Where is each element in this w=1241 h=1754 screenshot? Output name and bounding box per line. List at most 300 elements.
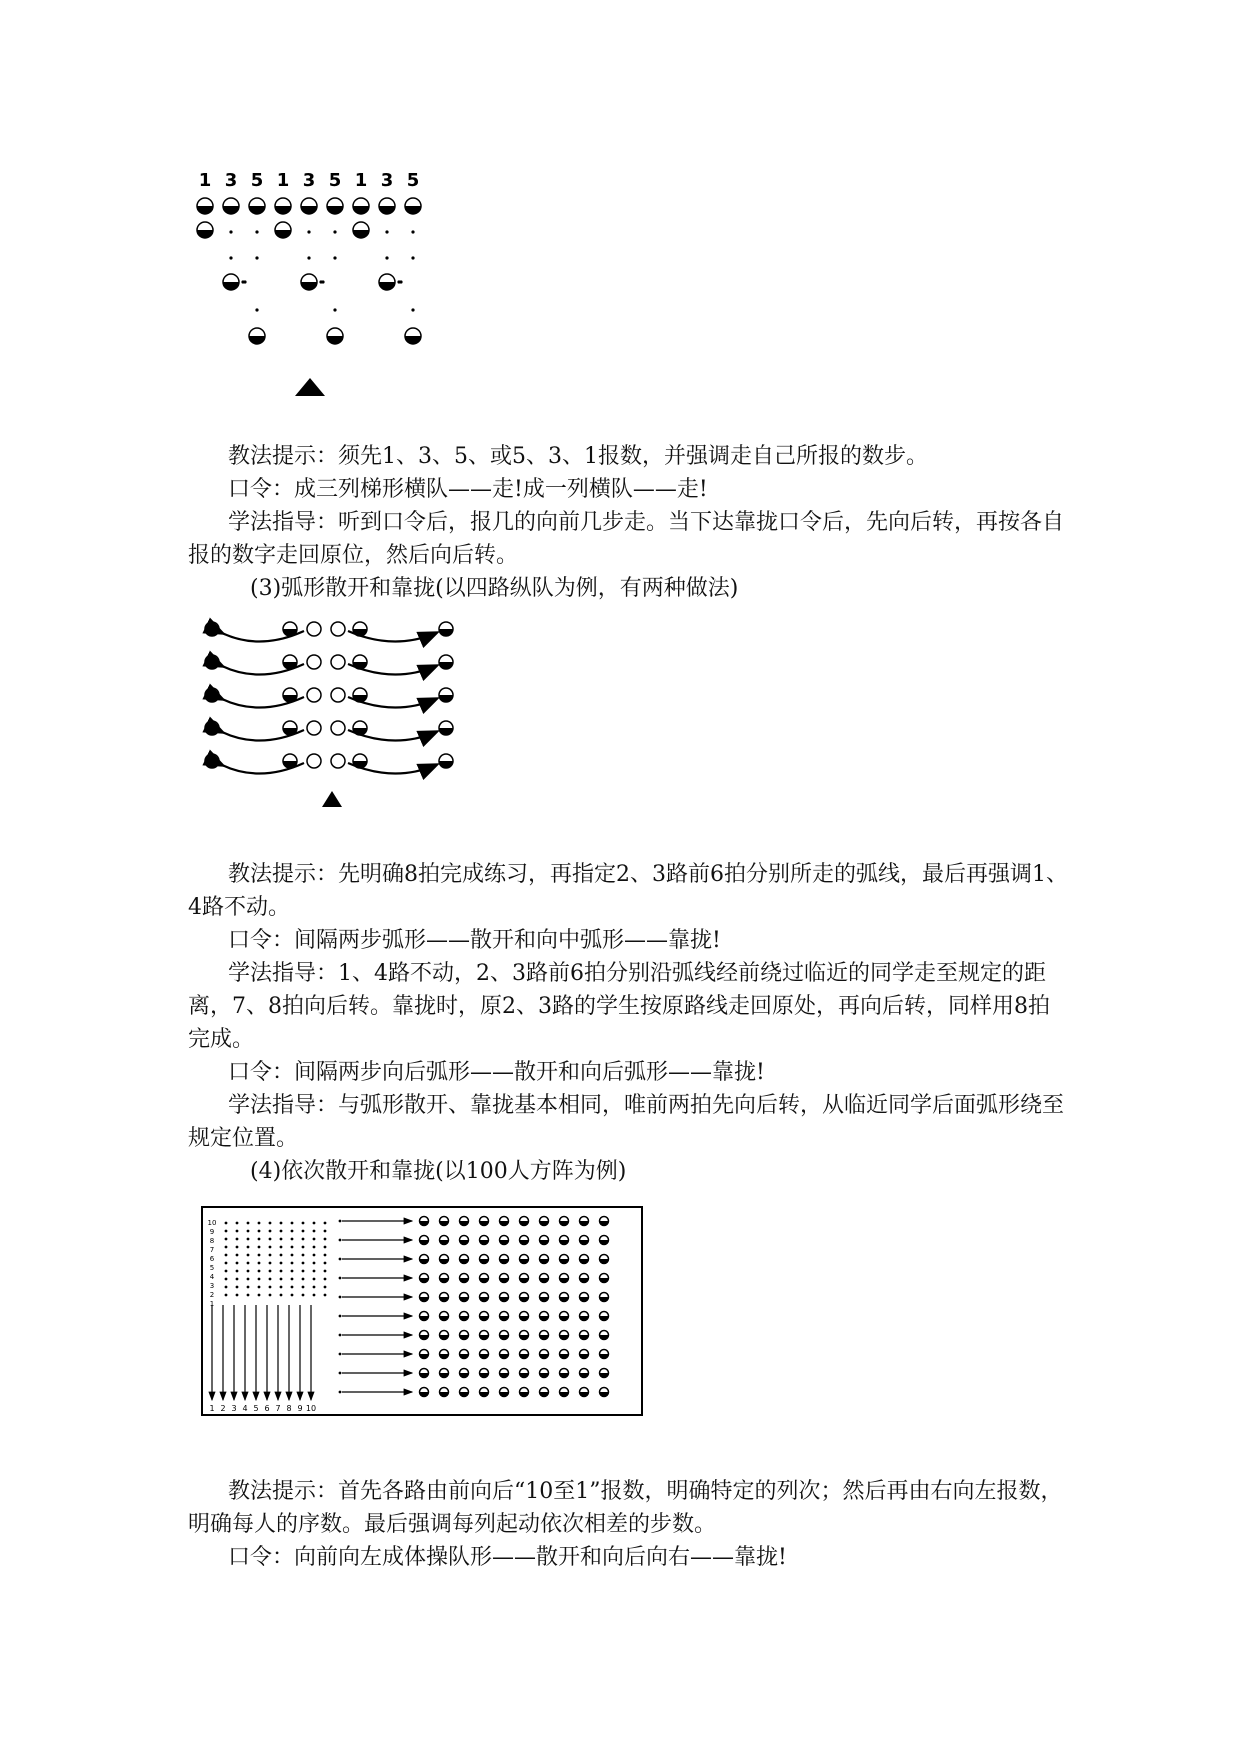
count-number: 1 <box>276 170 290 191</box>
position-dot <box>385 256 388 259</box>
person-marker <box>301 274 317 290</box>
dispersed-person-marker <box>540 1388 549 1397</box>
teaching-tip-1: 教法提示：须先1、3、5、或5、3、1报数，并强调走自己所报的数步。 <box>228 444 928 469</box>
grid-dot <box>313 1222 316 1225</box>
column-row <box>205 655 453 675</box>
section-heading-3: (3)弧形散开和靠拢(以四路纵队为例，有两种做法) <box>250 576 739 601</box>
person-marker <box>405 328 421 344</box>
dispersed-person-marker <box>600 1274 609 1283</box>
dispersed-person-marker <box>540 1274 549 1283</box>
grid-dot <box>291 1278 294 1281</box>
grid-dot <box>313 1254 316 1257</box>
grid-dot <box>291 1238 294 1241</box>
grid-dot <box>291 1286 294 1289</box>
grid-dot <box>324 1278 327 1281</box>
grid-dot <box>225 1246 228 1249</box>
person-marker <box>249 328 265 344</box>
vacated-position <box>331 655 345 669</box>
grid-dot <box>247 1230 250 1233</box>
grid-dot <box>247 1246 250 1249</box>
grid-dot <box>302 1278 305 1281</box>
dispersed-person-marker <box>540 1217 549 1226</box>
person-marker <box>301 198 317 214</box>
row-number: 2 <box>209 1291 215 1299</box>
grid-dot <box>258 1254 261 1257</box>
row-number: 9 <box>209 1228 215 1236</box>
grid-dot <box>225 1222 228 1225</box>
dispersed-person-marker <box>580 1293 589 1302</box>
position-dot <box>411 230 414 233</box>
count-number: 5 <box>406 170 420 191</box>
grid-dot <box>236 1230 239 1233</box>
dispersed-person-marker <box>500 1388 509 1397</box>
dispersed-person-marker <box>460 1312 469 1321</box>
command-3: 口令：间隔两步向后弧形——散开和向后弧形——靠拢! <box>228 1060 765 1085</box>
start-dot <box>339 1277 342 1280</box>
arc-dispersal-diagram <box>200 615 470 815</box>
dispersed-person-marker <box>560 1388 569 1397</box>
vacated-position <box>307 688 321 702</box>
person-marker <box>439 688 453 702</box>
dispersed-person-marker <box>480 1350 489 1359</box>
dispersed-person-marker <box>580 1236 589 1245</box>
person-marker <box>327 328 343 344</box>
row-number: 4 <box>209 1273 215 1281</box>
column-number: 1 <box>209 1404 215 1413</box>
position-dot <box>333 230 336 233</box>
column-number: 8 <box>286 1404 292 1413</box>
row-number: 8 <box>209 1237 215 1245</box>
grid-dot <box>280 1254 283 1257</box>
count-number: 5 <box>250 170 264 191</box>
grid-dot <box>236 1278 239 1281</box>
command-4: 口令：向前向左成体操队形——散开和向后向右——靠拢! <box>228 1545 787 1570</box>
grid-dot <box>280 1222 283 1225</box>
grid-dot <box>247 1222 250 1225</box>
dispersed-person-marker <box>560 1293 569 1302</box>
dispersed-person-marker <box>540 1331 549 1340</box>
person-marker <box>205 655 219 669</box>
count-number: 1 <box>354 170 368 191</box>
count-number: 5 <box>328 170 342 191</box>
grid-dot <box>280 1238 283 1241</box>
dispersed-person-marker <box>560 1331 569 1340</box>
person-marker <box>197 222 213 238</box>
grid-dot <box>225 1230 228 1233</box>
dispersed-person-marker <box>440 1350 449 1359</box>
dispersed-person-marker <box>520 1350 529 1359</box>
dispersed-person-marker <box>580 1369 589 1378</box>
dispersed-person-marker <box>480 1255 489 1264</box>
column-number: 4 <box>242 1404 248 1413</box>
grid-dot <box>269 1222 272 1225</box>
dispersed-person-marker <box>520 1217 529 1226</box>
dispersed-person-marker <box>460 1236 469 1245</box>
dispersed-person-marker <box>440 1236 449 1245</box>
start-dot <box>339 1391 342 1394</box>
person-marker <box>405 198 421 214</box>
dispersed-person-marker <box>440 1369 449 1378</box>
dispersed-person-marker <box>500 1331 509 1340</box>
dispersed-person-marker <box>600 1293 609 1302</box>
grid-dot <box>280 1294 283 1297</box>
square-formation-dispersal-diagram <box>200 1205 645 1420</box>
dispersed-person-marker <box>500 1312 509 1321</box>
dispersed-person-marker <box>520 1331 529 1340</box>
grid-dot <box>258 1230 261 1233</box>
grid-dot <box>258 1262 261 1265</box>
grid-dot <box>236 1222 239 1225</box>
position-dot <box>243 280 246 283</box>
grid-dot <box>247 1286 250 1289</box>
position-dot <box>229 256 232 259</box>
grid-dot <box>269 1286 272 1289</box>
grid-dot <box>247 1278 250 1281</box>
grid-dot <box>324 1294 327 1297</box>
count-number: 3 <box>302 170 316 191</box>
position-dot <box>411 256 414 259</box>
dispersed-person-marker <box>560 1350 569 1359</box>
grid-dot <box>302 1222 305 1225</box>
instructor-triangle-icon <box>322 791 342 807</box>
column-row <box>205 754 453 774</box>
dispersed-person-marker <box>420 1217 429 1226</box>
grid-dot <box>324 1262 327 1265</box>
instructor-triangle-icon <box>295 378 325 396</box>
trapezoid-formation-diagram <box>195 170 425 400</box>
grid-dot <box>313 1270 316 1273</box>
position-dot <box>333 256 336 259</box>
dispersed-person-marker <box>580 1312 589 1321</box>
person-marker <box>439 622 453 636</box>
column-number: 2 <box>220 1404 226 1413</box>
person-marker <box>205 754 219 768</box>
dispersed-person-marker <box>480 1388 489 1397</box>
vacated-position <box>307 655 321 669</box>
vacated-position <box>331 622 345 636</box>
grid-dot <box>225 1254 228 1257</box>
dispersed-person-marker <box>480 1293 489 1302</box>
row-number: 10 <box>207 1219 217 1227</box>
row-number: 7 <box>209 1246 215 1254</box>
grid-dot <box>302 1230 305 1233</box>
dispersed-person-marker <box>600 1236 609 1245</box>
column-number: 7 <box>275 1404 281 1413</box>
grid-dot <box>269 1246 272 1249</box>
grid-dot <box>269 1238 272 1241</box>
dispersed-person-marker <box>500 1293 509 1302</box>
grid-dot <box>302 1294 305 1297</box>
grid-dot <box>280 1278 283 1281</box>
dispersed-person-marker <box>560 1274 569 1283</box>
grid-dot <box>258 1270 261 1273</box>
dispersed-person-marker <box>420 1312 429 1321</box>
grid-dot <box>236 1238 239 1241</box>
dispersed-person-marker <box>420 1255 429 1264</box>
grid-dot <box>324 1222 327 1225</box>
grid-dot <box>247 1238 250 1241</box>
dispersed-person-marker <box>540 1255 549 1264</box>
dispersed-person-marker <box>560 1369 569 1378</box>
grid-dot <box>291 1270 294 1273</box>
grid-dot <box>236 1262 239 1265</box>
grid-dot <box>313 1278 316 1281</box>
dispersed-person-marker <box>460 1217 469 1226</box>
dispersed-person-marker <box>520 1255 529 1264</box>
dispersed-person-marker <box>520 1236 529 1245</box>
grid-dot <box>324 1286 327 1289</box>
grid-dot <box>269 1254 272 1257</box>
person-marker <box>275 198 291 214</box>
position-dot <box>307 256 310 259</box>
grid-dot <box>269 1270 272 1273</box>
grid-dot <box>258 1222 261 1225</box>
grid-dot <box>225 1278 228 1281</box>
grid-dot <box>258 1294 261 1297</box>
grid-dot <box>236 1246 239 1249</box>
dispersed-person-marker <box>420 1236 429 1245</box>
dispersed-person-marker <box>480 1369 489 1378</box>
dispersed-person-marker <box>520 1312 529 1321</box>
vacated-position <box>331 688 345 702</box>
dispersed-person-marker <box>440 1274 449 1283</box>
vacated-position <box>307 721 321 735</box>
dispersed-person-marker <box>600 1350 609 1359</box>
grid-dot <box>291 1294 294 1297</box>
grid-dot <box>269 1230 272 1233</box>
position-dot <box>255 256 258 259</box>
dispersed-person-marker <box>600 1369 609 1378</box>
grid-dot <box>247 1254 250 1257</box>
dispersed-person-marker <box>440 1217 449 1226</box>
grid-dot <box>313 1246 316 1249</box>
person-marker <box>197 198 213 214</box>
dispersed-person-marker <box>500 1369 509 1378</box>
dispersed-person-marker <box>500 1236 509 1245</box>
grid-dot <box>313 1262 316 1265</box>
person-marker <box>439 754 453 768</box>
learning-guide-1: 学法指导：听到口令后，报几的向前几步走。当下达靠拢口令后，先向后转，再按各自报的数字走回原位，然后向后转。 <box>188 510 1065 568</box>
grid-dot <box>280 1230 283 1233</box>
dispersed-person-marker <box>520 1274 529 1283</box>
dispersed-person-marker <box>480 1312 489 1321</box>
grid-dot <box>280 1270 283 1273</box>
grid-dot <box>280 1246 283 1249</box>
dispersed-person-marker <box>460 1255 469 1264</box>
row-number: 3 <box>209 1282 215 1290</box>
dispersed-person-marker <box>580 1350 589 1359</box>
grid-dot <box>291 1230 294 1233</box>
grid-dot <box>247 1270 250 1273</box>
dispersed-person-marker <box>420 1331 429 1340</box>
grid-dot <box>225 1238 228 1241</box>
grid-dot <box>236 1270 239 1273</box>
person-marker <box>223 274 239 290</box>
grid-dot <box>280 1262 283 1265</box>
dispersed-person-marker <box>540 1350 549 1359</box>
grid-dot <box>324 1238 327 1241</box>
learning-guide-2: 学法指导：1、4路不动，2、3路前6拍分别沿弧线经前绕过临近的同学走至规定的距离，7、8拍向后转。靠拢时，原2、3路的学生按原路线走回原处，再向后转，同样用8拍完成。 <box>188 961 1050 1052</box>
person-marker <box>205 721 219 735</box>
dispersed-person-marker <box>560 1255 569 1264</box>
section-heading-4: (4)依次散开和靠拢(以100人方阵为例) <box>250 1159 627 1184</box>
dispersed-person-marker <box>440 1255 449 1264</box>
dispersed-person-marker <box>460 1369 469 1378</box>
command-2: 口令：间隔两步弧形——散开和向中弧形——靠拢! <box>228 928 721 953</box>
vacated-position <box>331 754 345 768</box>
dispersed-person-marker <box>600 1388 609 1397</box>
grid-dot <box>258 1246 261 1249</box>
grid-dot <box>236 1286 239 1289</box>
dispersed-person-marker <box>420 1369 429 1378</box>
grid-dot <box>302 1238 305 1241</box>
dispersed-person-marker <box>460 1350 469 1359</box>
dispersed-person-marker <box>460 1388 469 1397</box>
grid-dot <box>313 1230 316 1233</box>
grid-dot <box>324 1254 327 1257</box>
dispersed-person-marker <box>540 1312 549 1321</box>
dispersed-person-marker <box>520 1369 529 1378</box>
grid-dot <box>313 1294 316 1297</box>
dispersed-person-marker <box>600 1331 609 1340</box>
dispersed-person-marker <box>440 1331 449 1340</box>
grid-dot <box>258 1286 261 1289</box>
position-dot <box>411 308 414 311</box>
dispersed-person-marker <box>580 1274 589 1283</box>
dispersed-person-marker <box>420 1293 429 1302</box>
dispersed-person-marker <box>480 1217 489 1226</box>
person-marker <box>223 198 239 214</box>
grid-dot <box>302 1262 305 1265</box>
grid-dot <box>247 1294 250 1297</box>
command-1: 口令：成三列梯形横队——走!成一列横队——走! <box>228 477 708 502</box>
grid-dot <box>225 1262 228 1265</box>
position-dot <box>321 280 324 283</box>
vacated-position <box>307 622 321 636</box>
grid-dot <box>302 1270 305 1273</box>
count-number: 3 <box>380 170 394 191</box>
grid-dot <box>269 1278 272 1281</box>
dispersed-person-marker <box>540 1293 549 1302</box>
grid-dot <box>225 1286 228 1289</box>
column-row <box>205 721 453 741</box>
dispersed-person-marker <box>420 1350 429 1359</box>
dispersed-person-marker <box>560 1236 569 1245</box>
person-marker <box>353 198 369 214</box>
person-marker <box>275 222 291 238</box>
teaching-tip-2: 教法提示：先明确8拍完成练习，再指定2、3路前6拍分别所走的弧线，最后再强调1、4路不动。 <box>188 862 1068 920</box>
grid-dot <box>302 1286 305 1289</box>
dispersed-person-marker <box>580 1331 589 1340</box>
start-dot <box>339 1239 342 1242</box>
position-dot <box>307 230 310 233</box>
dispersed-person-marker <box>520 1388 529 1397</box>
position-dot <box>255 308 258 311</box>
column-number: 5 <box>253 1404 259 1413</box>
person-marker <box>205 688 219 702</box>
dispersed-person-marker <box>500 1274 509 1283</box>
vacated-position <box>331 721 345 735</box>
dispersed-person-marker <box>460 1331 469 1340</box>
dispersed-person-marker <box>480 1236 489 1245</box>
start-dot <box>339 1372 342 1375</box>
grid-dot <box>291 1246 294 1249</box>
dispersed-person-marker <box>480 1331 489 1340</box>
dispersed-person-marker <box>440 1312 449 1321</box>
position-dot <box>229 230 232 233</box>
grid-dot <box>324 1270 327 1273</box>
position-dot <box>385 230 388 233</box>
dispersed-person-marker <box>580 1255 589 1264</box>
start-dot <box>339 1220 342 1223</box>
vacated-position <box>307 754 321 768</box>
row-number: 6 <box>209 1255 215 1263</box>
dispersed-person-marker <box>600 1312 609 1321</box>
column-row <box>205 622 453 642</box>
dispersed-person-marker <box>600 1217 609 1226</box>
start-dot <box>339 1334 342 1337</box>
person-marker <box>439 655 453 669</box>
person-marker <box>379 274 395 290</box>
grid-dot <box>280 1286 283 1289</box>
dispersed-person-marker <box>460 1293 469 1302</box>
dispersed-person-marker <box>440 1293 449 1302</box>
column-number: 6 <box>264 1404 270 1413</box>
row-number: 5 <box>209 1264 215 1272</box>
grid-dot <box>324 1230 327 1233</box>
position-dot <box>333 308 336 311</box>
grid-dot <box>269 1262 272 1265</box>
count-number: 1 <box>198 170 212 191</box>
learning-guide-3: 学法指导：与弧形散开、靠拢基本相同，唯前两拍先向后转，从临近同学后面弧形绕至规定位置。 <box>188 1093 1065 1151</box>
column-row <box>205 688 453 708</box>
dispersed-person-marker <box>580 1217 589 1226</box>
person-marker <box>439 721 453 735</box>
start-dot <box>339 1258 342 1261</box>
grid-dot <box>225 1294 228 1297</box>
dispersed-person-marker <box>500 1255 509 1264</box>
dispersed-person-marker <box>420 1388 429 1397</box>
column-number: 9 <box>297 1404 303 1413</box>
person-marker <box>327 198 343 214</box>
position-dot <box>255 230 258 233</box>
grid-dot <box>236 1254 239 1257</box>
person-marker <box>353 222 369 238</box>
grid-dot <box>291 1254 294 1257</box>
grid-dot <box>291 1262 294 1265</box>
grid-dot <box>247 1262 250 1265</box>
start-dot <box>339 1353 342 1356</box>
dispersed-person-marker <box>540 1369 549 1378</box>
column-number: 10 <box>305 1404 317 1413</box>
grid-dot <box>258 1238 261 1241</box>
grid-dot <box>302 1254 305 1257</box>
dispersed-person-marker <box>460 1274 469 1283</box>
grid-dot <box>291 1222 294 1225</box>
dispersed-person-marker <box>500 1217 509 1226</box>
dispersed-person-marker <box>560 1217 569 1226</box>
grid-dot <box>324 1246 327 1249</box>
grid-dot <box>269 1294 272 1297</box>
column-number: 3 <box>231 1404 237 1413</box>
dispersed-person-marker <box>520 1293 529 1302</box>
dispersed-person-marker <box>540 1236 549 1245</box>
dispersed-person-marker <box>500 1350 509 1359</box>
dispersed-person-marker <box>440 1388 449 1397</box>
grid-dot <box>302 1246 305 1249</box>
dispersed-person-marker <box>420 1274 429 1283</box>
row-number: 1 <box>209 1300 215 1308</box>
